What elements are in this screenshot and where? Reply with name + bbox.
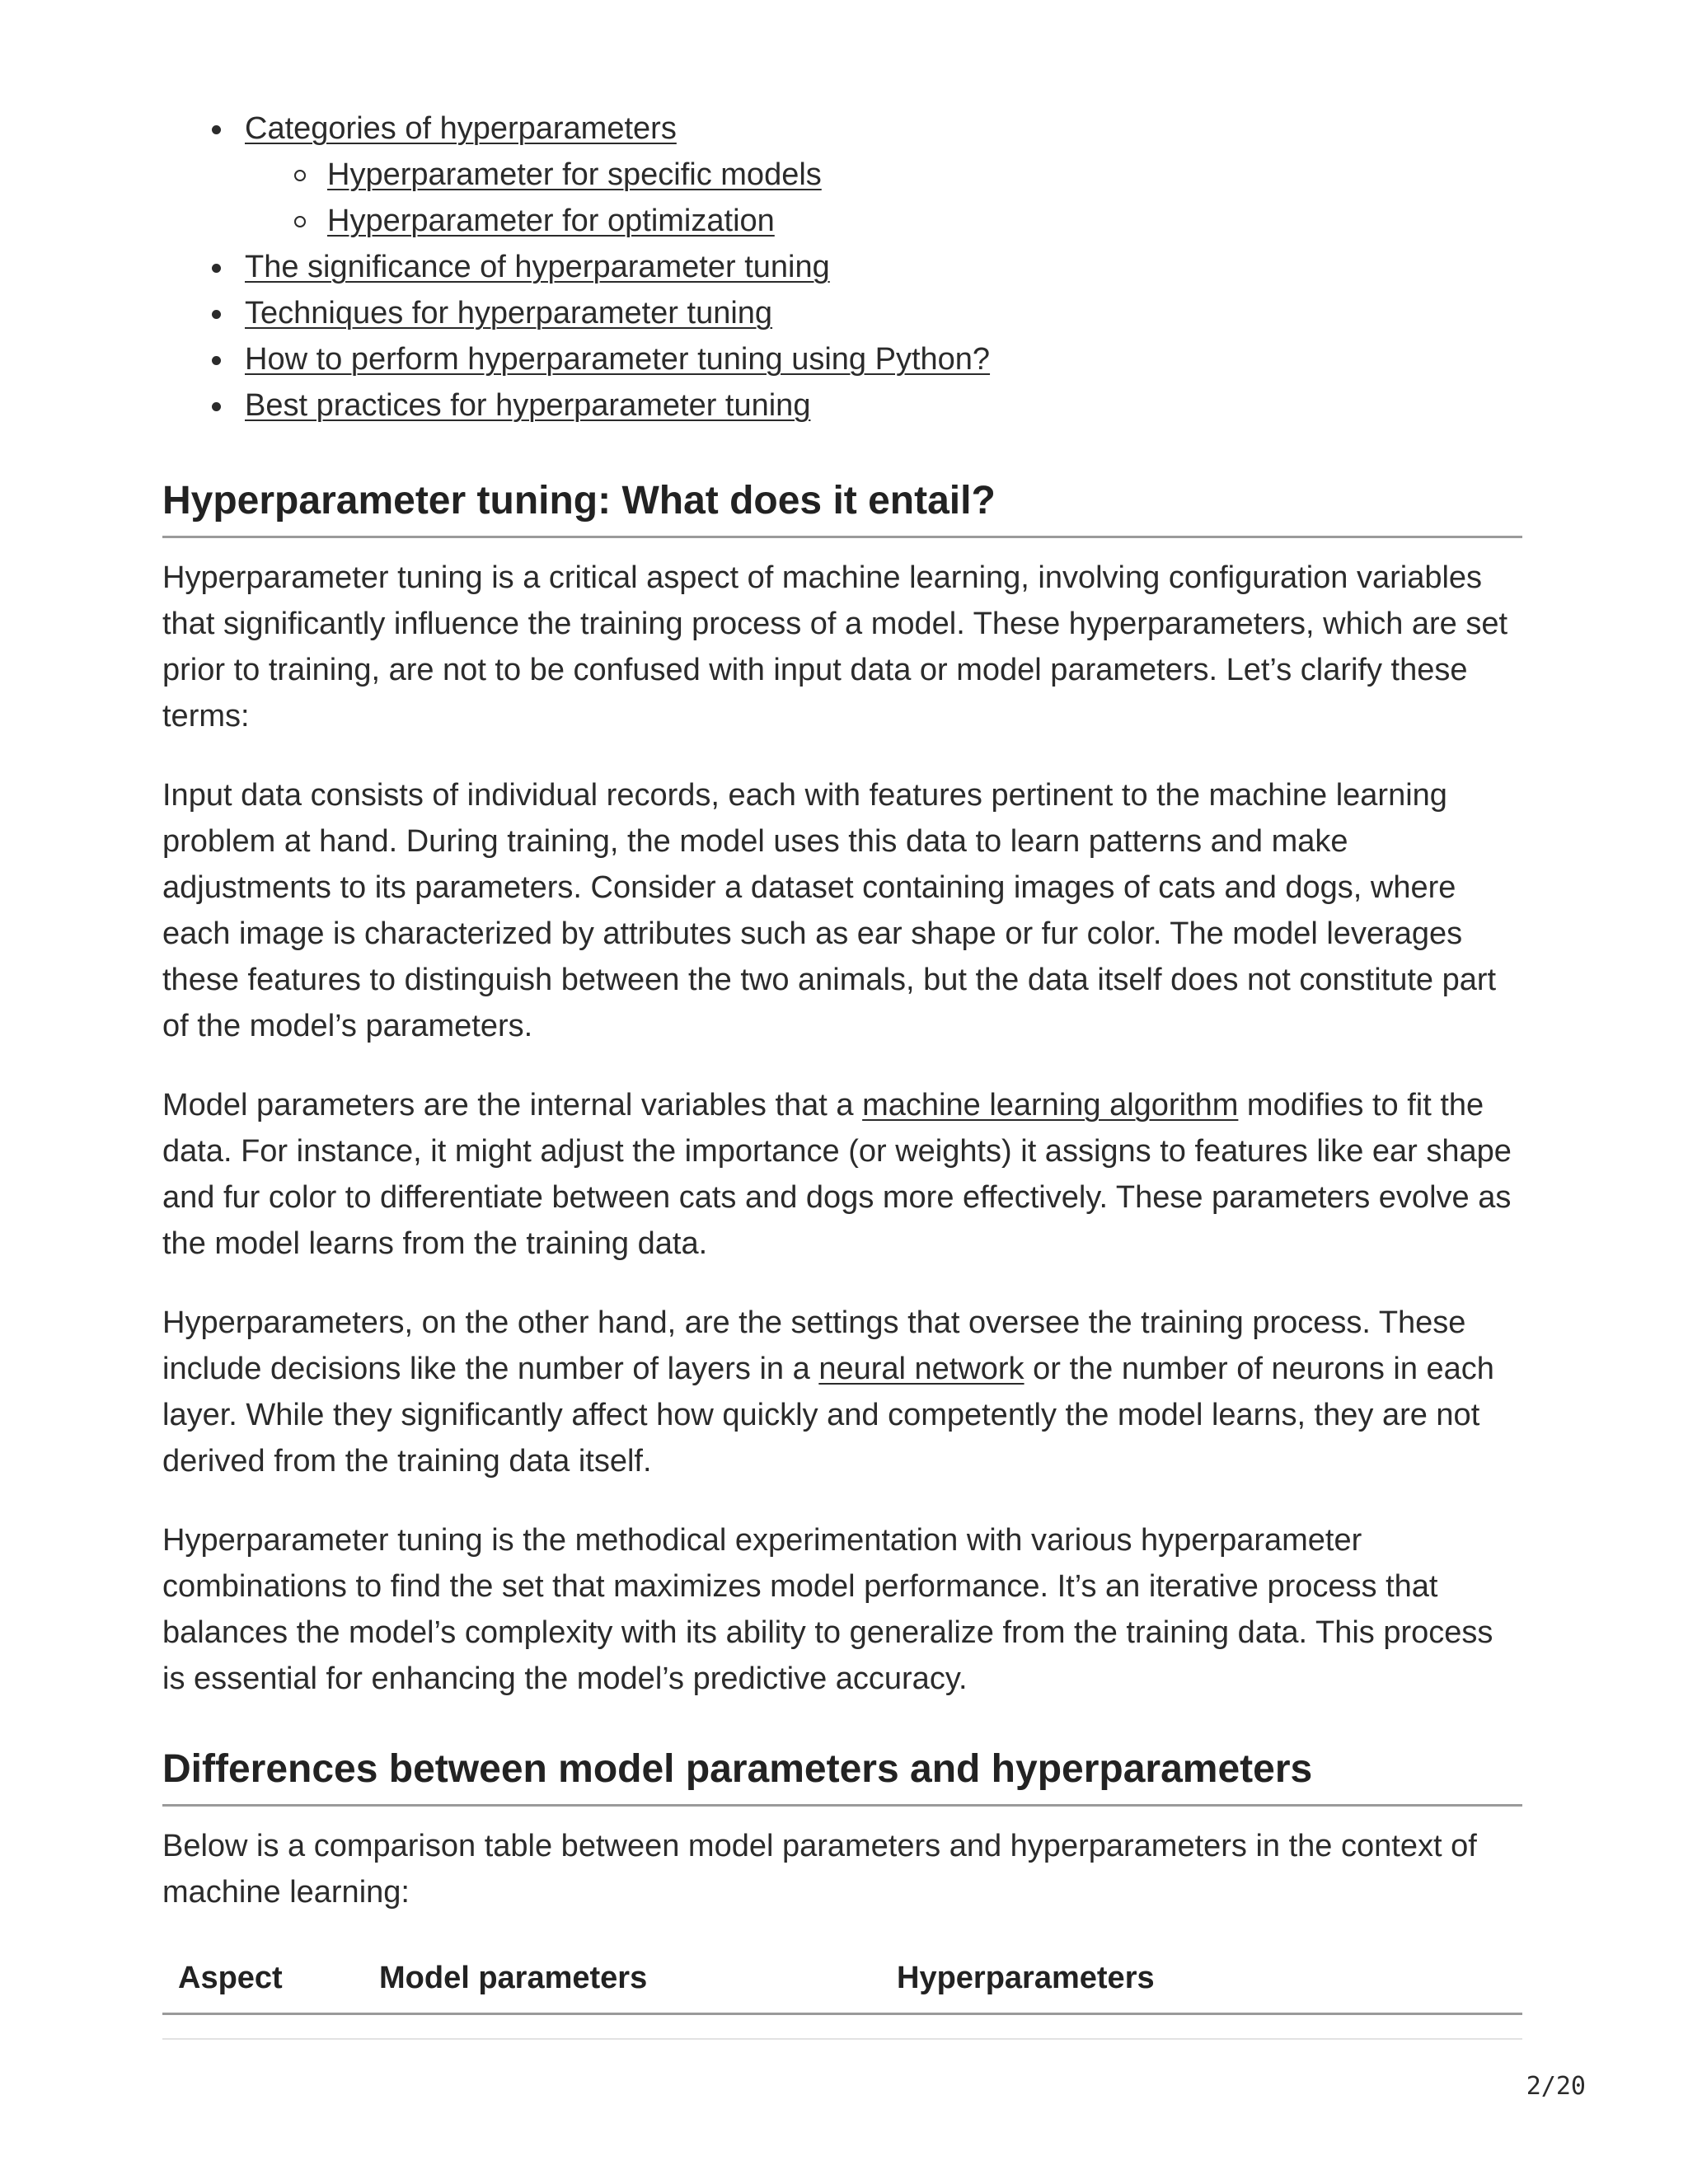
text-segment: Model parameters are the internal variables that a: [162, 1088, 863, 1122]
comparison-table: [162, 1955, 1522, 2040]
paragraph-comparison-intro: Below is a comparison table between model parameters and hyperparameters in the context of machine learning:: [162, 1829, 1477, 1910]
toc-link-python[interactable]: How to perform hyperparameter tuning using Python?: [245, 342, 991, 377]
bullet-icon: [212, 125, 221, 134]
hollow-bullet-icon: [294, 170, 306, 181]
bullet-icon: [212, 264, 221, 273]
table-header-model-parameters: Model parameters: [379, 1961, 648, 1995]
table-header-hyperparameters: Hyperparameters: [897, 1961, 1155, 1995]
section-heading-differences: Differences between model parameters and hyperparameters: [162, 1745, 1522, 1807]
text-segment: Hyperparameters, on the other hand, are the settings that oversee the training process. These include decisions like the number of layers in a: [162, 1305, 1466, 1386]
paragraph-model-parameters: [162, 1082, 1522, 1267]
toc-link-categories[interactable]: Categories of hyperparameters: [245, 111, 677, 146]
text-segment: or the number of neurons in each layer. While they significantly affect how quickly and competently the model learns, they are not derived from the training data itself.: [162, 1352, 1494, 1479]
toc-link-optimization[interactable]: Hyperparameter for optimization: [327, 204, 775, 238]
toc-subitem-optimization: [327, 198, 1522, 244]
toc-item-python: [245, 336, 1522, 382]
paragraph-input-data: Input data consists of individual records, each with features pertinent to the machine learning problem at hand. During training, the model uses this data to learn patterns and make adjustments to its parameters. Consider a dataset containing images of cats and dogs, where each image is characterized by attributes such as ear shape or fur color. The model leverages these features to distinguish between the two animals, but the data itself does not constitute part of the model’s parameters.: [162, 778, 1497, 1043]
toc-link-specific-models[interactable]: Hyperparameter for specific models: [327, 157, 822, 192]
table-header-row: [162, 1955, 1522, 2015]
page-number: 2/20: [1526, 2072, 1586, 2101]
toc-subitem-specific-models: [327, 152, 1522, 198]
toc-item-categories: [245, 105, 1522, 244]
section-heading-what-entails: Hyperparameter tuning: What does it entail?: [162, 476, 1522, 538]
toc-item-significance: [245, 244, 1522, 290]
hollow-bullet-icon: [294, 216, 306, 227]
paragraph-intro: Hyperparameter tuning is a critical aspect of machine learning, involving configuration variables that significantly influence the training process of a model. These hyperparameters, which are set prior to training, are not to be confused with input data or model parameters. Let’s clarify these terms:: [162, 560, 1508, 733]
toc-sublist: [245, 152, 1522, 244]
bullet-icon: [212, 310, 221, 319]
link-neural-network[interactable]: neural network: [818, 1352, 1025, 1386]
toc-item-best-practices: [245, 382, 1522, 429]
toc-link-significance[interactable]: The significance of hyperparameter tuning: [245, 250, 830, 284]
document-content: [162, 105, 1522, 2040]
table-divider: [162, 2038, 1522, 2040]
toc-link-best-practices[interactable]: Best practices for hyperparameter tuning: [245, 388, 811, 423]
paragraph-hyperparameters: [162, 1300, 1522, 1484]
text-segment: modifies to fit the data. For instance, it might adjust the importance (or weights) it assigns to features like ear shape and fur color to differentiate between cats and dogs more effectively. These parameters evolve as the model learns from the training data.: [162, 1088, 1512, 1261]
bullet-icon: [212, 402, 221, 411]
link-machine-learning-algorithm[interactable]: machine learning algorithm: [862, 1088, 1239, 1122]
toc-item-techniques: [245, 290, 1522, 336]
bullet-icon: [212, 356, 221, 365]
table-header-aspect: Aspect: [178, 1961, 283, 1995]
table-of-contents: [162, 105, 1522, 429]
paragraph-tuning-definition: Hyperparameter tuning is the methodical experimentation with various hyperparameter combinations to find the set that maximizes model performance. It’s an iterative process that balances the model’s complexity with its ability to generalize from the training data. This process is essential for enhancing the model’s predictive accuracy.: [162, 1523, 1493, 1696]
toc-link-techniques[interactable]: Techniques for hyperparameter tuning: [245, 296, 773, 330]
